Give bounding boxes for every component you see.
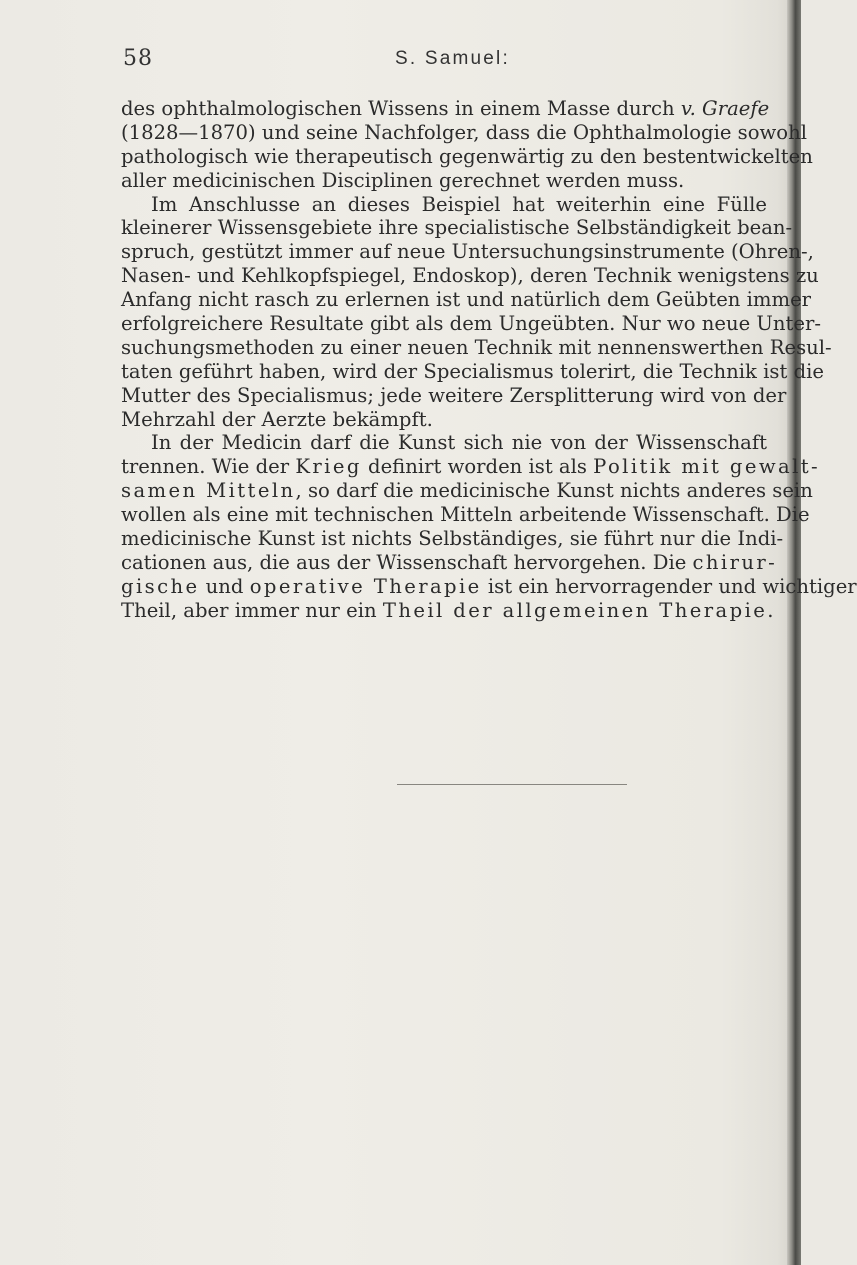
text-run: suchungsmethoden zu einer neuen Technik mit nennenswerthen Resul- — [121, 335, 832, 359]
page-edge-shadow — [787, 0, 801, 1265]
text-line — [121, 264, 819, 288]
text-run: pathologisch wie therapeutisch gegenwärtig zu den bestentwickelten — [121, 144, 813, 168]
running-title: S. Samuel: — [395, 48, 510, 69]
emphasized-text: Politik mit gewalt- — [593, 455, 821, 479]
emphasized-text: samen Mitteln — [121, 479, 296, 503]
text-run: Mehrzahl der Aerzte bekämpft. — [121, 407, 433, 431]
text-run: In der Medicin darf die Kunst sich nie von der Wissenschaft — [151, 431, 767, 455]
text-line — [121, 312, 821, 336]
emphasized-text: Krieg — [295, 455, 362, 479]
text-run: Mutter des Specialismus; jede weitere Zersplitterung wird von der — [121, 383, 787, 407]
italic-name: v. Graefe — [680, 97, 770, 120]
text-line — [121, 97, 770, 121]
text-run: ist ein hervorragender und wichtiger — [481, 574, 857, 598]
text-line — [121, 240, 814, 264]
emphasized-text: chirur- — [692, 550, 778, 574]
text-run: definirt worden ist als — [361, 455, 594, 479]
section-rule — [397, 784, 627, 785]
text-line — [121, 288, 812, 312]
text-line — [121, 383, 787, 408]
text-run: , so darf die medicinische Kunst nichts anderes sein — [295, 479, 813, 503]
text-line — [121, 479, 813, 503]
text-line — [121, 408, 767, 432]
text-line — [121, 216, 793, 240]
text-run: trennen. Wie der — [121, 455, 296, 479]
text-run: Im Anschlusse an dieses Beispiel hat weiterhin eine Fülle — [151, 192, 767, 216]
text-run: (1828—1870) und seine Nachfolger, dass die Ophthalmologie sowohl — [121, 120, 807, 144]
text-run: kleinerer Wissensgebiete ihre specialistische Selbständigkeit bean- — [121, 216, 793, 240]
page-number: 58 — [123, 46, 153, 71]
emphasized-text: operative Therapie — [249, 574, 482, 598]
emphasized-text: gische — [121, 574, 200, 598]
text-line — [121, 169, 767, 193]
text-run: taten geführt haben, wird der Specialismus tolerirt, die Technik ist die — [121, 359, 824, 383]
text-line — [121, 144, 813, 169]
body-text — [121, 97, 857, 623]
text-run: aller medicinischen Disciplinen gerechnet werden muss. — [121, 168, 685, 192]
running-head — [123, 46, 763, 76]
text-run: . — [767, 598, 774, 622]
text-line — [121, 503, 810, 527]
text-run: Nasen- und Kehlkopfspiegel, Endoskop), deren Technik wenigstens zu — [121, 264, 819, 288]
text-run: Anfang nicht rasch zu erlernen ist und natürlich dem Geübten immer — [121, 288, 812, 312]
text-run: medicinische Kunst ist nichts Selbständiges, sie führt nur die Indi- — [121, 527, 784, 551]
text-run: erfolgreichere Resultate gibt als dem Ungeübten. Nur wo neue Unter- — [121, 312, 821, 336]
emphasized-text: Theil der allgemeinen Therapie — [382, 598, 768, 622]
text-line — [121, 550, 778, 575]
text-line — [121, 598, 774, 623]
text-line — [121, 431, 767, 455]
text-run: cationen aus, die aus der Wissenschaft hervorgehen. Die — [121, 550, 693, 574]
text-line — [121, 455, 821, 479]
text-line — [121, 527, 784, 551]
text-run: Theil, aber immer nur ein — [121, 598, 383, 622]
text-run: wollen als eine mit technischen Mitteln arbeitende Wissenschaft. Die — [121, 503, 810, 527]
text-line — [121, 193, 767, 217]
text-run: spruch, gestützt immer auf neue Untersuchungsinstrumente (Ohren-, — [121, 240, 814, 264]
text-run: des ophthalmologischen Wissens in einem Masse durch — [121, 97, 681, 120]
text-line — [121, 574, 857, 599]
text-line — [121, 335, 832, 360]
text-line — [121, 120, 807, 145]
text-run: und — [199, 574, 250, 598]
text-line — [121, 359, 824, 384]
